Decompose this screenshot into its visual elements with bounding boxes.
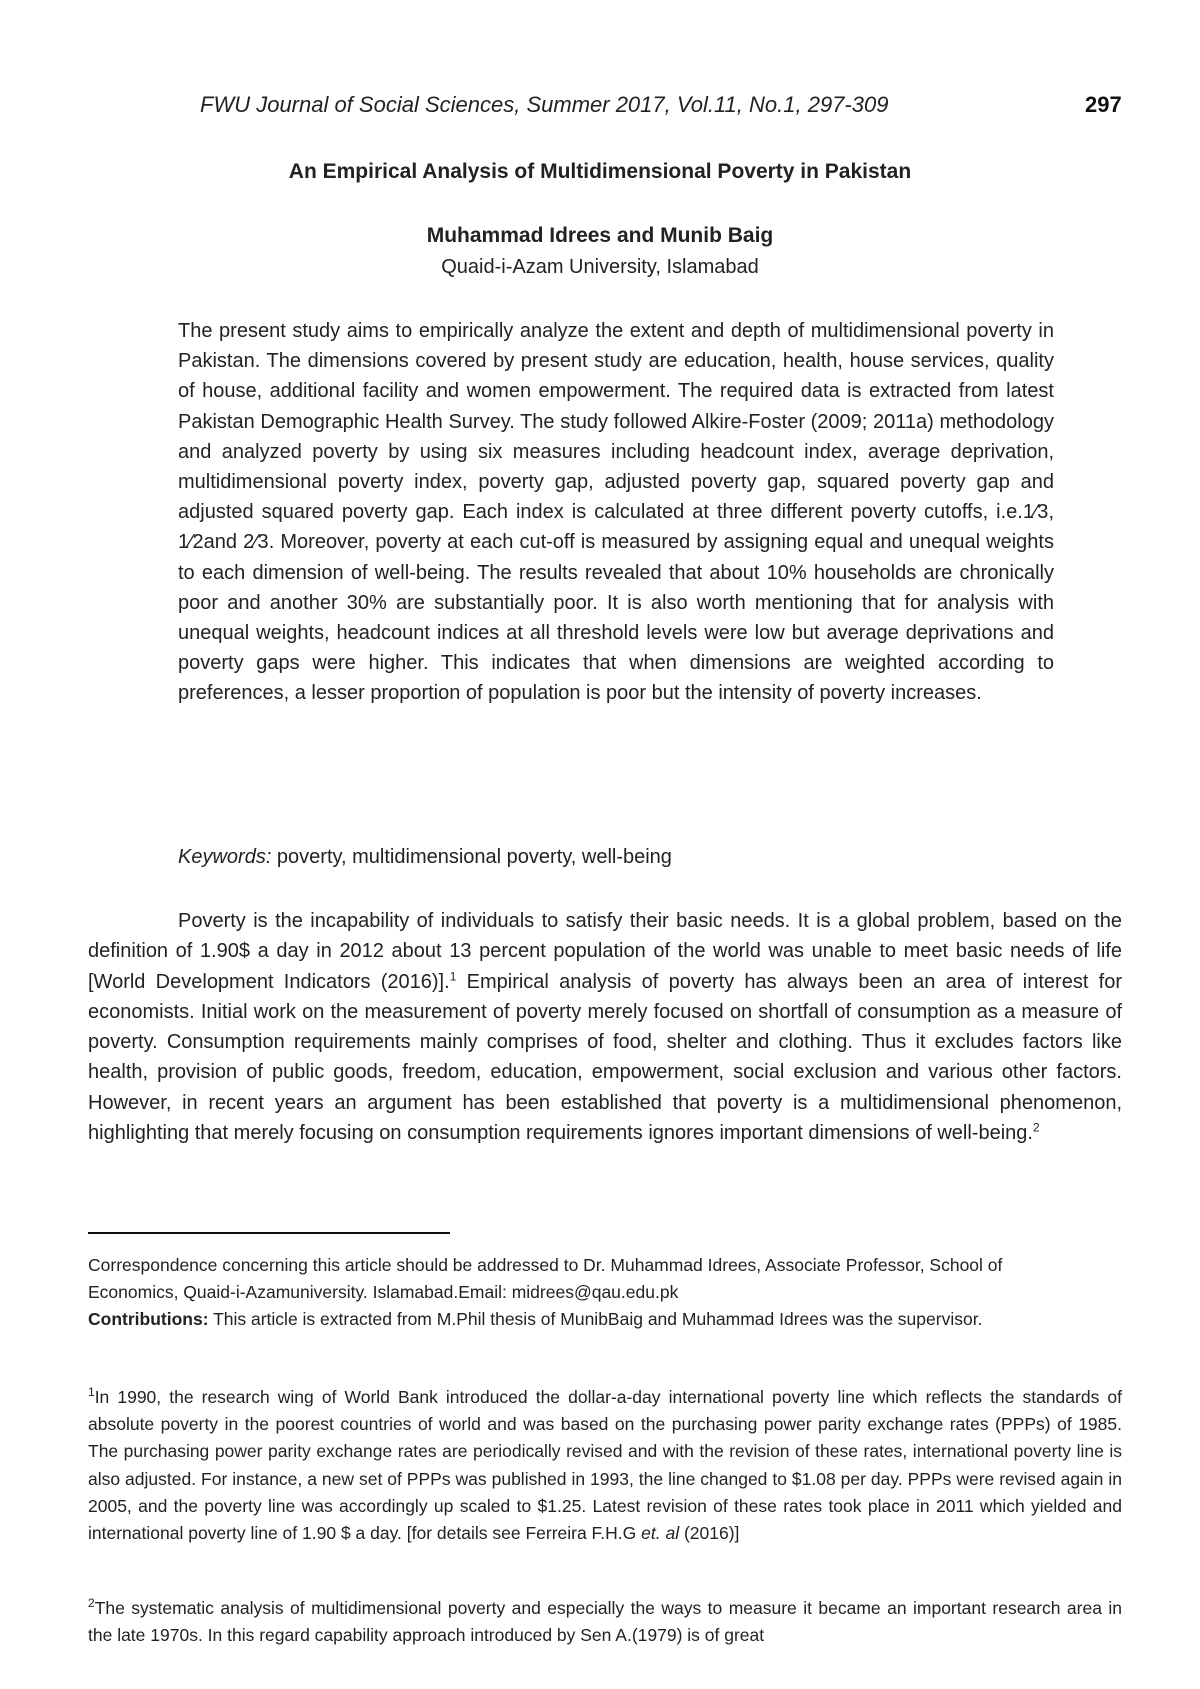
fraction-two-thirds: 2⁄3 bbox=[243, 531, 269, 554]
article-title: An Empirical Analysis of Multidimensional Poverty in Pakistan bbox=[288, 160, 912, 183]
abstract-text-1: The present study aims to empirically analyze the extent and depth of multidimensional poverty in Pakistan. The dimensions covered by present study are education, health, house services, quality of house, additional facility and women empowerment. The required data is extracted from latest Pakistan Demographic Health Survey. The study followed Alkire-Foster (2009; 2011a) methodology and analyzed poverty by using six measures including headcount index, average deprivation, multidimensional poverty index, poverty gap, adjusted poverty gap, squared poverty gap and adjusted squared poverty gap. Each index is calculated at three different poverty cutoffs, i.e. bbox=[178, 320, 1054, 524]
abstract-separator-2: and bbox=[203, 531, 244, 554]
footnote-1 bbox=[88, 1384, 1122, 1547]
footnote-2-marker: 2 bbox=[88, 1596, 95, 1611]
abstract bbox=[178, 316, 1054, 709]
contributions-text: This article is extracted from M.Phil thesis of MunibBaig and Muhammad Idrees was the supervisor. bbox=[208, 1309, 983, 1329]
contributions-label: Contributions: bbox=[88, 1309, 209, 1329]
page-header bbox=[0, 92, 1200, 122]
author-affiliation: Quaid-i-Azam University, Islamabad bbox=[441, 256, 759, 278]
page-number: 297 bbox=[1085, 92, 1122, 117]
keywords bbox=[178, 846, 672, 869]
abstract-separator-1: , bbox=[1048, 501, 1054, 524]
footnote-2 bbox=[88, 1595, 1122, 1649]
body-text-1: Poverty is the incapability of individuals to satisfy their basic needs. It is a global problem, based on the definition of 1.90$ a day in 2012 about 13 percent population of the world was unable to meet basic needs of life [World Development Indicators (2016)]. bbox=[88, 910, 1122, 993]
keywords-text: poverty, multidimensional poverty, well-being bbox=[271, 846, 672, 868]
footnote-ref-2[interactable]: 2 bbox=[1032, 1120, 1040, 1135]
journal-citation: FWU Journal of Social Sciences, Summer 2017, Vol.11, No.1, 297-309 bbox=[200, 92, 889, 117]
body-paragraph bbox=[88, 906, 1122, 1148]
correspondence-text: Correspondence concerning this article should be addressed to Dr. Muhammad Idrees, Associate Professor, School of Economics, Quaid-i-Azamuniversity. Islamabad.Email: midrees@qau.edu.pk bbox=[88, 1255, 1003, 1302]
footnote-1-end: (2016)] bbox=[679, 1523, 740, 1544]
body-text-2: Empirical analysis of poverty has always been an area of interest for economists. Initial work on the measurement of poverty merely focused on shortfall of consumption as a measure of poverty. Consumption requirements mainly comprises of food, shelter and clothing. Thus it excludes factors like health, provision of public goods, freedom, education, empowerment, social exclusion and various other factors. However, in recent years an argument has been established that poverty is a multidimensional phenomenon, highlighting that merely focusing on consumption requirements ignores important dimensions of well-being. bbox=[88, 970, 1122, 1145]
keywords-label: Keywords: bbox=[178, 846, 272, 868]
footnote-1-etal: et. al bbox=[641, 1523, 680, 1544]
abstract-text-2: . Moreover, poverty at each cut-off is measured by assigning equal and unequal weights to each dimension of well-being. The results revealed that about 10% households are chronically poor and another 30% are substantially poor. It is also worth mentioning that for analysis with unequal weights, headcount indices at all threshold levels were low but average deprivations and poverty gaps were higher. This indicates that when dimensions are weighted according to preferences, a lesser proportion of population is poor but the intensity of poverty increases. bbox=[178, 531, 1054, 705]
footnote-divider bbox=[88, 1232, 450, 1234]
footnote-ref-1[interactable]: 1 bbox=[449, 968, 457, 983]
fraction-one-third: 1⁄3 bbox=[1022, 501, 1049, 524]
footnote-1-text: In 1990, the research wing of World Bank introduced the dollar-a-day international poverty line which reflects the standards of absolute poverty in the poorest countries of world and was based on the purchasing power parity exchange rates (PPPs) of 1985. The purchasing power parity exchange rates are periodically revised and with the revision of these rates, international poverty line is also adjusted. For instance, a new set of PPPs was published in 1993, the line changed to $1.08 per day. PPPs were revised again in 2005, and the poverty line was accordingly up scaled to $1.25. Latest revision of these rates took place in 2011 which yielded and international poverty line of 1.90 $ a day. [for details see Ferreira F.H.G bbox=[88, 1387, 1122, 1544]
footnote-2-text: The systematic analysis of multidimensional poverty and especially the ways to measure it became an important research area in the late 1970s. In this regard capability approach introduced by Sen A.(1979) is of great bbox=[88, 1598, 1122, 1646]
correspondence-note bbox=[88, 1252, 1048, 1333]
article-authors: Muhammad Idrees and Munib Baig bbox=[426, 224, 774, 247]
footnote-1-marker: 1 bbox=[88, 1385, 95, 1400]
fraction-one-half: 1⁄2 bbox=[178, 531, 204, 554]
